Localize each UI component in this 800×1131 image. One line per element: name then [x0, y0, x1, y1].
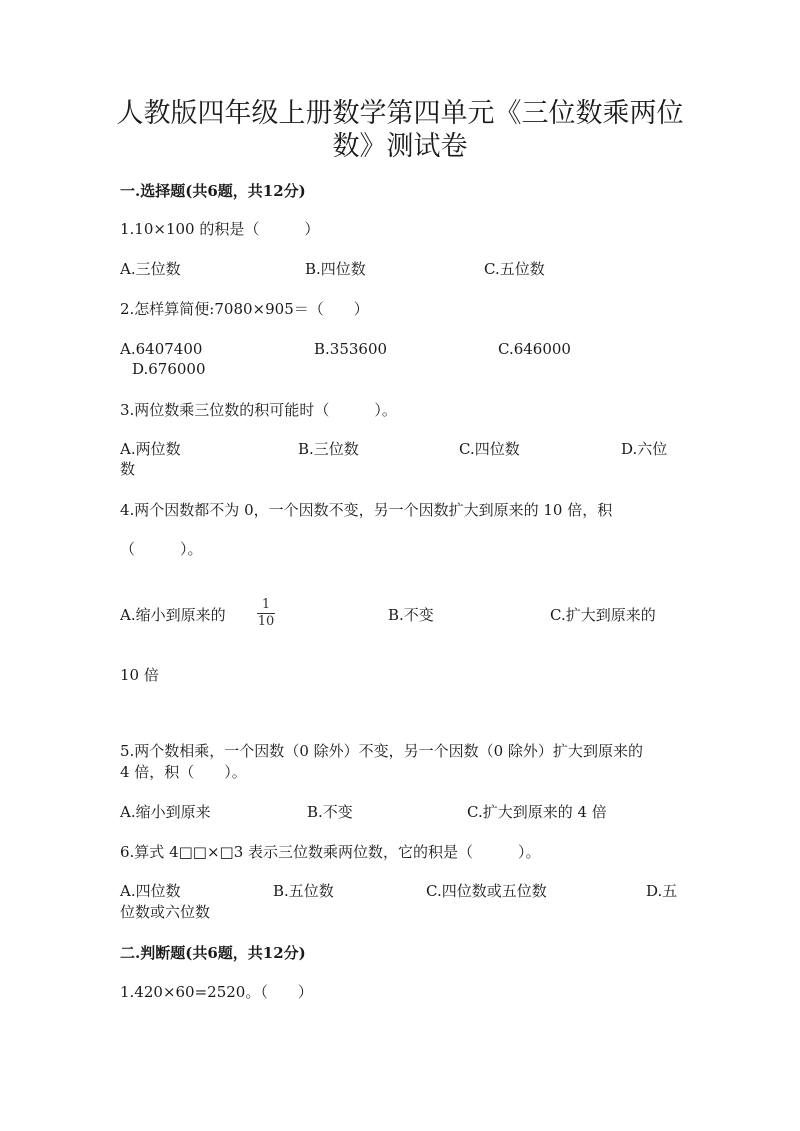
question-4-stem-line-1: 4.两个因数都不为 0，一个因数不变，另一个因数扩大到原来的 10 倍，积	[120, 501, 613, 519]
question-1-stem: 1.10×100 的积是（ ）	[120, 220, 320, 238]
question-5-stem-line-1: 5.两个数相乘，一个因数（0 除外）不变，另一个因数（0 除外）扩大到原来的	[120, 742, 643, 760]
question-3-option-a: A.两位数	[120, 440, 181, 458]
question-1-option-b: B.四位数	[305, 260, 366, 278]
question-1-option-a: A.三位数	[120, 260, 181, 278]
question-5-option-a: A.缩小到原来	[120, 803, 211, 821]
question-4-option-c: C.扩大到原来的	[550, 606, 656, 624]
judgment-question-1-stem: 1.420×60=2520。（ ）	[120, 983, 313, 1001]
question-2-option-b: B.353600	[314, 340, 388, 358]
question-3-option-b: B.三位数	[298, 440, 359, 458]
fraction-numerator: 1	[261, 597, 271, 612]
question-5-option-b: B.不变	[307, 803, 353, 821]
question-5-stem-line-2: 4 倍，积（ ）。	[120, 763, 247, 781]
question-3-option-d: D.六位	[621, 440, 668, 458]
question-6-stem: 6.算式 4□□×□3 表示三位数乘两位数，它的积是（ ）。	[120, 843, 541, 861]
section-heading-choice: 一.选择题(共6题，共12分)	[120, 182, 306, 200]
question-4-option-b: B.不变	[388, 606, 434, 624]
question-6-option-d-wrap: 位数或六位数	[120, 903, 211, 921]
question-3-option-c: C.四位数	[459, 440, 520, 458]
question-3-stem: 3.两位数乘三位数的积可能时（ ）。	[120, 401, 397, 419]
question-3-option-d-wrap: 数	[120, 460, 136, 478]
question-6-option-a: A.四位数	[120, 882, 181, 900]
question-4-option-a: A.缩小到原来的	[120, 606, 226, 624]
title-line-1: 人教版四年级上册数学第四单元《三位数乘两位	[116, 98, 684, 129]
fraction-denominator: 10	[257, 614, 275, 629]
question-2-option-c: C.646000	[498, 340, 571, 358]
question-1-option-c: C.五位数	[484, 260, 545, 278]
question-2-option-d: D.676000	[132, 360, 206, 378]
question-4-option-c-wrap: 10 倍	[120, 666, 159, 684]
question-6-option-c: C.四位数或五位数	[426, 882, 547, 900]
question-2-option-a: A.6407400	[120, 340, 203, 358]
question-4-stem-line-2: （ ）。	[120, 540, 203, 558]
question-6-option-b: B.五位数	[273, 882, 334, 900]
question-5-option-c: C.扩大到原来的 4 倍	[467, 803, 607, 821]
question-6-option-d: D.五	[646, 882, 678, 900]
question-2-stem: 2.怎样算简便:7080×905＝（ ）	[120, 300, 369, 318]
title-line-2: 数》测试卷	[332, 131, 468, 162]
fraction-one-tenth	[257, 598, 275, 629]
section-heading-judgment: 二.判断题(共6题，共12分)	[120, 944, 306, 962]
